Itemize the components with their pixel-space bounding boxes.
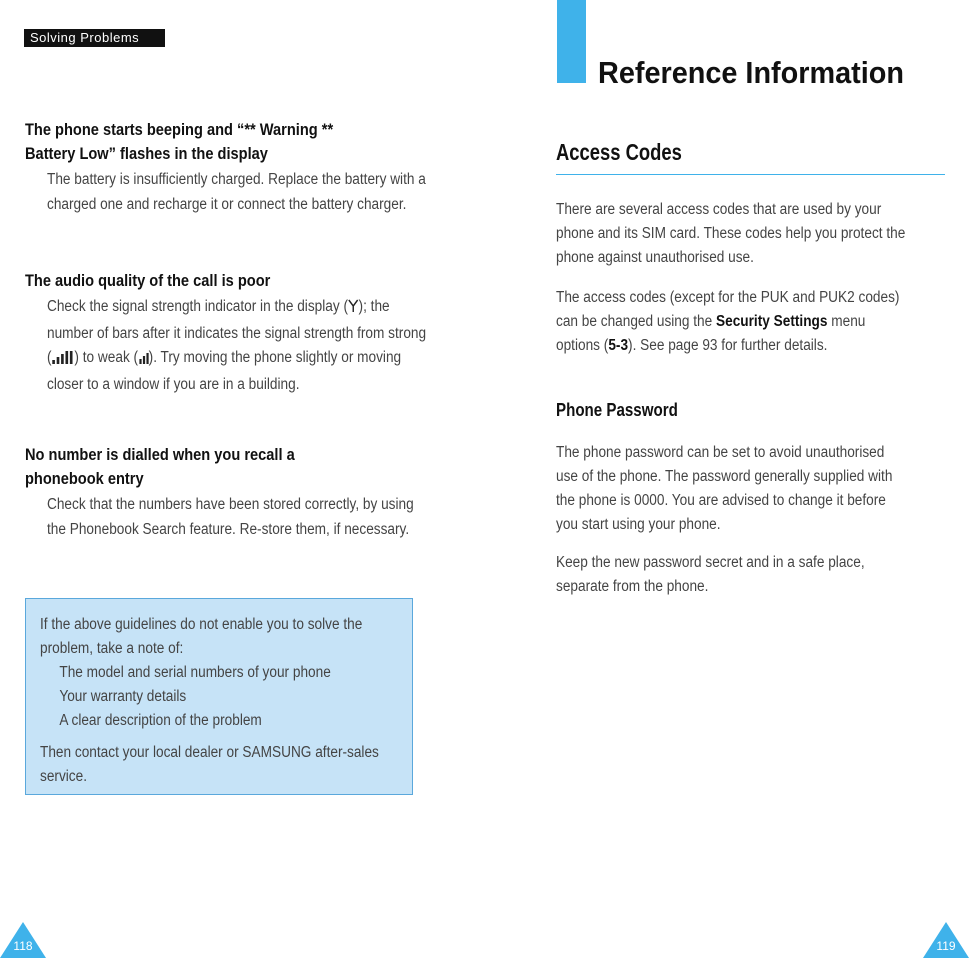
list-item: A clear description of the problem	[59, 712, 262, 729]
phone-password-secret-para: Keep the new password secret and in a safe place, separate from the phone.	[556, 554, 865, 595]
chapter-title: Reference Information	[598, 55, 904, 90]
problem-title: The audio quality of the call is poor	[25, 271, 271, 290]
phone-password-para: The phone password can be set to avoid unauthorised use of the phone. The password generally supplied with the phone is 0000. You are advised to change it before you start using your phone.	[556, 444, 893, 533]
signal-strong-icon	[52, 348, 75, 373]
section-title: Access Codes	[556, 139, 682, 165]
antenna-icon	[348, 297, 359, 322]
problem-body: Check the signal strength indicator in the display ( ); the number of bars after it indicates the signal strength from strong ( ) to weak ( ). Try moving the phone slightly or moving closer to a window if you are in a building.	[47, 298, 427, 393]
section-divider	[556, 174, 945, 175]
signal-weak-icon	[138, 348, 149, 373]
note-content	[40, 613, 396, 789]
left-page	[0, 0, 440, 958]
access-codes-intro: There are several access codes that are used by your phone and its SIM card. These codes help you protect the phone against unauthorised use.	[556, 201, 906, 266]
note-intro: If the above guidelines do not enable you to solve the problem, take a note of:	[40, 616, 363, 657]
list-item: The model and serial numbers of your phone	[59, 664, 331, 681]
problem-battery-low	[25, 118, 426, 217]
security-settings-term: Security Settings	[716, 313, 828, 330]
problem-title: No number is dialled when you recall a phonebook entry	[25, 445, 295, 488]
support-note-box	[25, 598, 413, 795]
problem-title: The phone starts beeping and “** Warning ** Battery Low” flashes in the display	[25, 120, 334, 163]
menu-code: 5-3	[608, 337, 629, 354]
section-tab: Solving Problems	[24, 29, 165, 47]
note-closing: Then contact your local dealer or SAMSUNG after-sales service.	[40, 744, 379, 785]
problem-audio-quality	[25, 269, 427, 397]
note-list	[40, 661, 396, 733]
chapter-accent-bar	[557, 0, 586, 83]
problem-body: The battery is insufficiently charged. Replace the battery with a charged one and recharge it or connect the battery charger.	[47, 171, 426, 213]
access-codes-change-para: The access codes (except for the PUK and PUK2 codes) can be changed using the Security Settings menu options (5-3). See page 93 for further details.	[556, 289, 900, 354]
list-item: Your warranty details	[59, 688, 187, 705]
problem-no-number-dialled	[25, 443, 414, 542]
problem-body: Check that the numbers have been stored correctly, by using the Phonebook Search feature. Re-store them, if necessary.	[47, 496, 414, 538]
phone-password-title: Phone Password	[556, 400, 678, 420]
page-number-left: 118	[0, 922, 46, 958]
page-number-right: 119	[923, 922, 969, 958]
